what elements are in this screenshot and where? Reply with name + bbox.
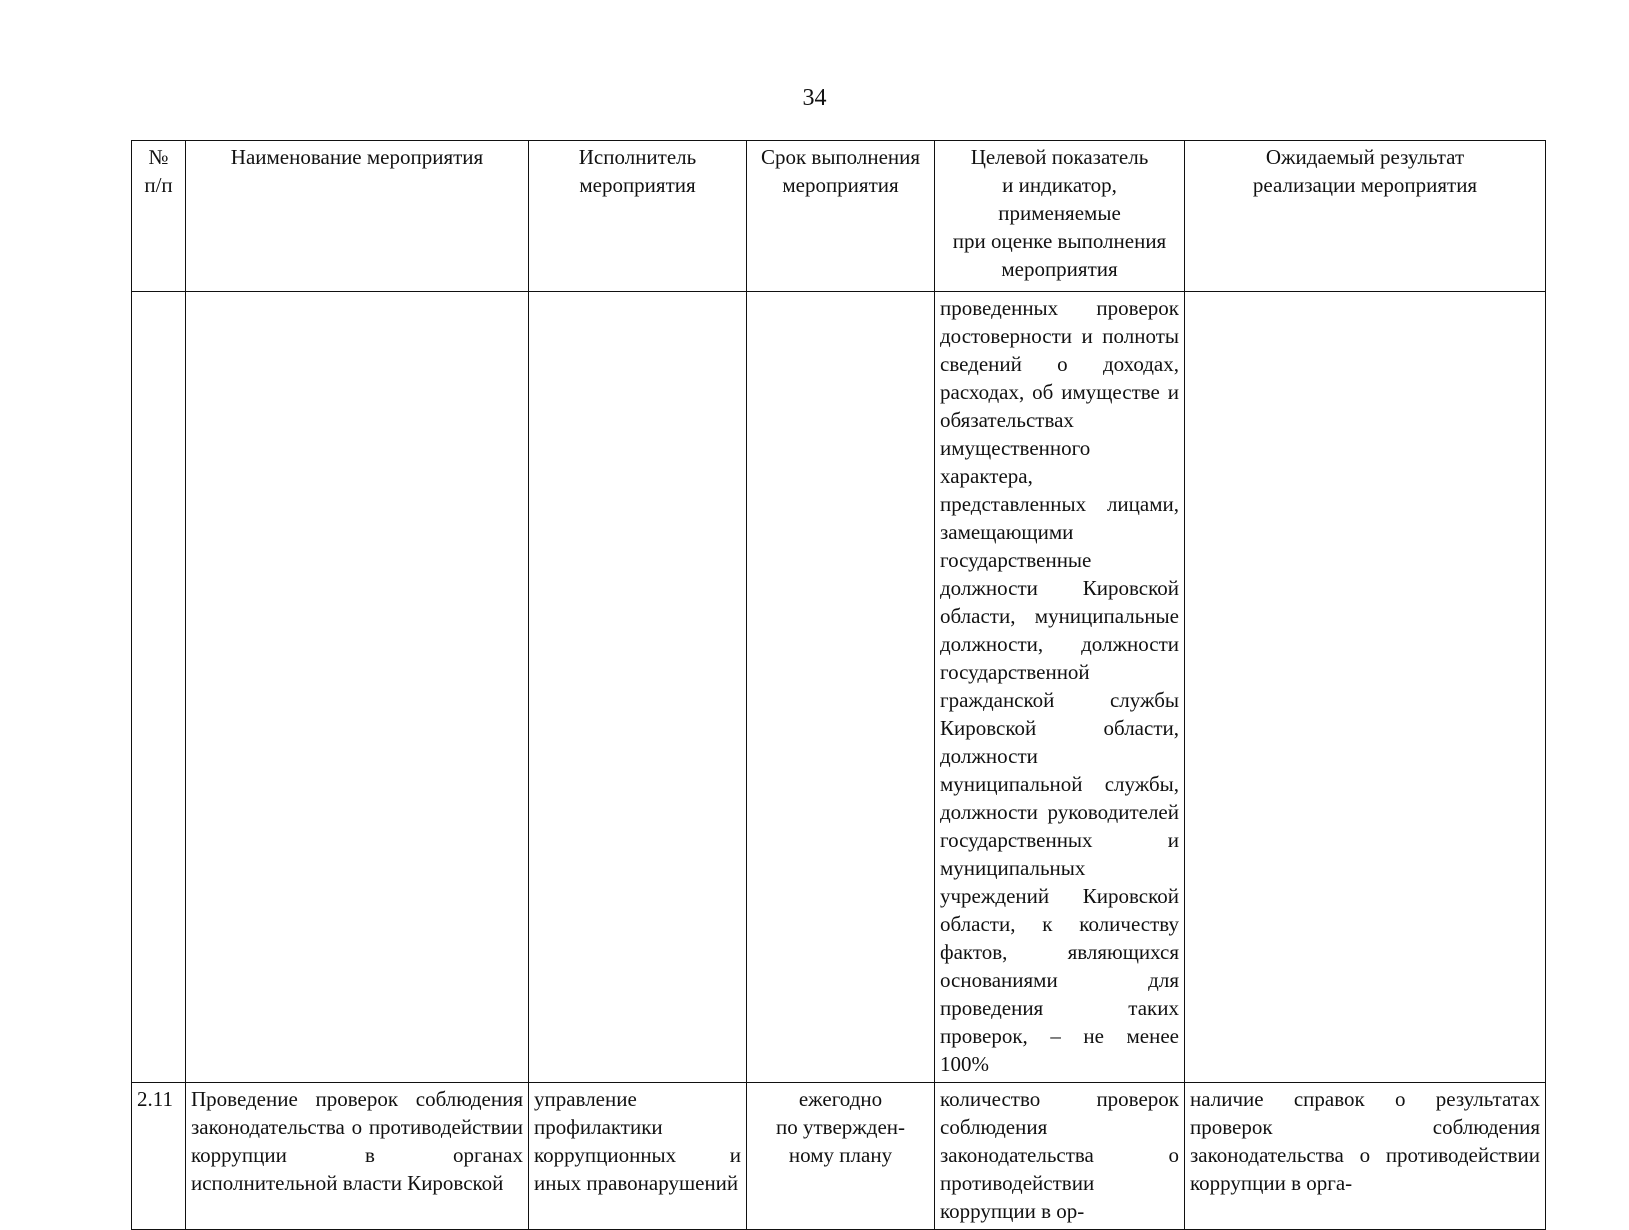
cell-expected-result: наличие справок о результатах проверок соблюдения законодательства о противодействии коррупции в орга-: [1185, 1083, 1546, 1230]
cell-event-name: [186, 292, 529, 1083]
table-row: [132, 1083, 1546, 1230]
cell-expected-result: [1185, 292, 1546, 1083]
header-executor: Исполнитель мероприятия: [529, 141, 747, 292]
cell-deadline: ежегодно по утвержден- ному плану: [747, 1083, 935, 1230]
table-row: [132, 292, 1546, 1083]
plan-table: [131, 140, 1546, 1230]
header-deadline: Срок выполнения мероприятия: [747, 141, 935, 292]
cell-number: 2.11: [132, 1083, 186, 1230]
cell-deadline: [747, 292, 935, 1083]
cell-number: [132, 292, 186, 1083]
header-target-indicator: Целевой показатель и индикатор, применяемые при оценке выполнения мероприятия: [935, 141, 1185, 292]
header-number: № п/п: [132, 141, 186, 292]
cell-executor: [529, 292, 747, 1083]
header-event-name: Наименование мероприятия: [186, 141, 529, 292]
table-header-row: [132, 141, 1546, 292]
page-number: 34: [802, 85, 827, 111]
cell-executor: управление профилактики коррупционных и иных правонарушений: [529, 1083, 747, 1230]
cell-target-indicator: количество проверок соблюдения законодательства о противодействии коррупции в ор-: [935, 1083, 1185, 1230]
cell-event-name: Проведение проверок соблюдения законодательства о противодействии коррупции в органах исполнительной власти Кировской: [186, 1083, 529, 1230]
header-expected-result: Ожидаемый результат реализации мероприятия: [1185, 141, 1546, 292]
cell-target-indicator: проведенных проверок достоверности и полноты сведений о доходах, расходах, об имуществе и обязательствах имущественного характера, представленных лицами, замещающими государственные должности Кировской области, муниципальные должности, должности государственной гражданской службы Кировской области, должности муниципальной службы, должности руководителей государственных и муниципальных учреждений Кировской области, к количеству фактов, являющихся основаниями для проведения таких проверок, – не менее 100%: [935, 292, 1185, 1083]
